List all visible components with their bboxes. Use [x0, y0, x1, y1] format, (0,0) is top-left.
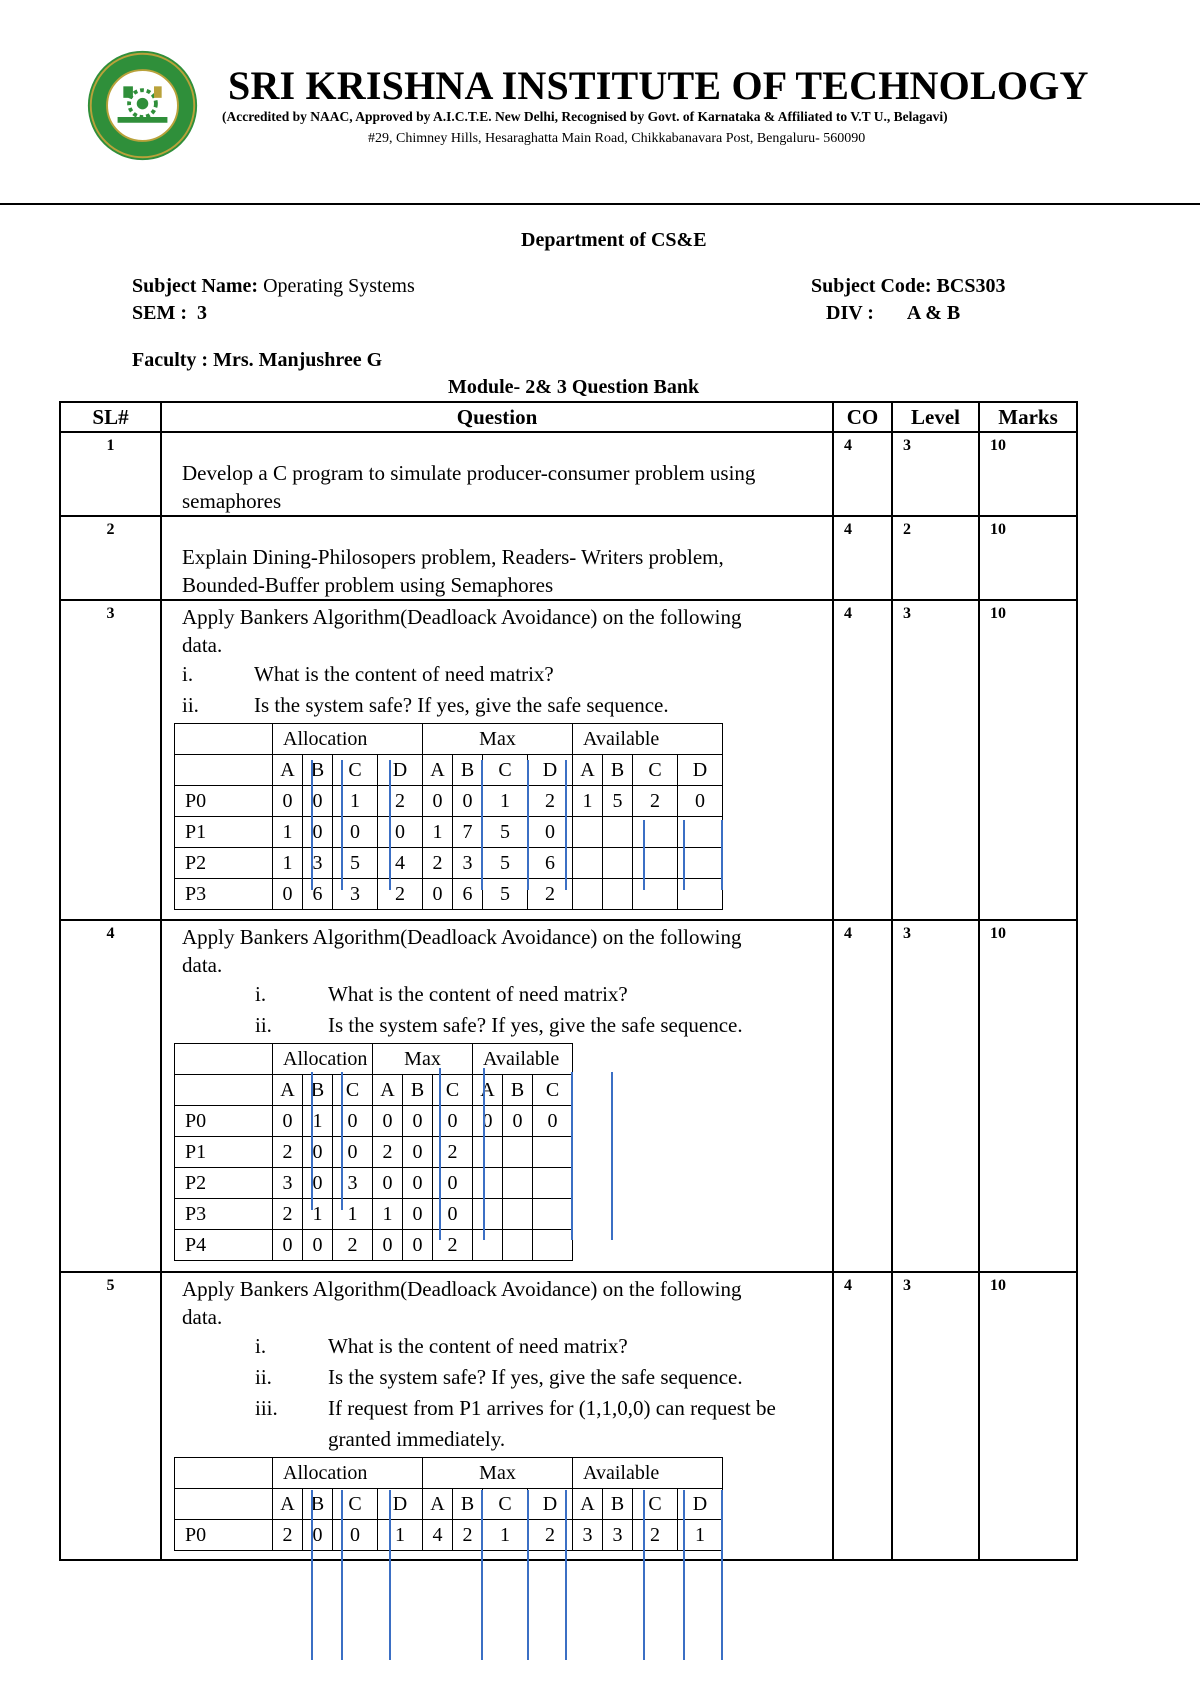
max-value: 2: [528, 1520, 573, 1551]
resource-header: B: [303, 755, 333, 786]
subject-code-label: Subject Code:: [811, 275, 932, 297]
question-marks: 10: [979, 600, 1077, 920]
avail-value: [473, 1137, 503, 1168]
alloc-value: 0: [273, 786, 303, 817]
question-sl: 5: [60, 1272, 161, 1560]
alloc-value: 4: [378, 848, 423, 879]
resource-header: C: [433, 1075, 473, 1106]
sub-question-text: What is the content of need matrix?: [254, 662, 554, 686]
resource-header: C: [633, 1489, 678, 1520]
bankers-data-table: [174, 723, 723, 910]
avail-value: [473, 1199, 503, 1230]
question-cell: [161, 1272, 833, 1560]
table-row: [60, 600, 1077, 920]
max-value: 1: [423, 817, 453, 848]
table-row: [60, 1272, 1077, 1560]
bankers-data-table: [174, 1043, 573, 1261]
max-value: 3: [453, 848, 483, 879]
process-row: [175, 1137, 573, 1168]
avail-value: 3: [573, 1520, 603, 1551]
alloc-value: 0: [273, 879, 303, 910]
max-value: 2: [423, 848, 453, 879]
question-cell: [161, 920, 833, 1272]
resource-header: B: [303, 1489, 333, 1520]
avail-value: 2: [633, 1520, 678, 1551]
process-id: P3: [175, 879, 273, 910]
question-marks: 10: [979, 516, 1077, 600]
max-value: 0: [433, 1106, 473, 1137]
avail-value: 1: [678, 1520, 723, 1551]
subject-name-label: Subject Name:: [132, 275, 259, 297]
inner-group-header-row: [175, 1044, 573, 1075]
col-header-co: CO: [833, 402, 892, 432]
max-value: 2: [528, 786, 573, 817]
resource-header: D: [528, 755, 573, 786]
question-intro: Apply Bankers Algorithm(Deadloack Avoidance) on the following data.: [182, 1277, 742, 1329]
avail-value: 0: [533, 1106, 573, 1137]
sub-question-text: Is the system safe? If yes, give the safe sequence.: [254, 693, 669, 717]
institute-logo: [85, 48, 200, 163]
question-text: Explain Dining-Philosopers problem, Readers- Writers problem, Bounded-Buffer problem using Semaphores: [182, 545, 724, 597]
avail-value: [473, 1168, 503, 1199]
resource-header: D: [378, 1489, 423, 1520]
sub-question: [182, 1010, 832, 1041]
col-header-sl: SL#: [60, 402, 161, 432]
process-id: P1: [175, 1137, 273, 1168]
group-header: Max: [423, 1458, 573, 1489]
resource-header: A: [573, 755, 603, 786]
question-co: 4: [833, 516, 892, 600]
accreditation-line: (Accredited by NAAC, Approved by A.I.C.T.E. New Delhi, Recognised by Govt. of Karnataka & Affiliated to V.T U., Belagavi): [222, 109, 948, 124]
group-header: Max: [423, 724, 573, 755]
sub-question: [182, 690, 832, 721]
avail-value: [533, 1230, 573, 1261]
max-value: 6: [453, 879, 483, 910]
resource-header: D: [678, 755, 723, 786]
avail-value: [503, 1168, 533, 1199]
resource-header: B: [453, 1489, 483, 1520]
max-value: 2: [453, 1520, 483, 1551]
inner-resource-header-row: [175, 1075, 573, 1106]
sub-question: [182, 979, 832, 1010]
max-value: 0: [403, 1199, 433, 1230]
resource-header: B: [303, 1075, 333, 1106]
question-marks: 10: [979, 920, 1077, 1272]
alloc-value: 5: [333, 848, 378, 879]
group-header: Allocation: [273, 1044, 373, 1075]
resource-header: C: [483, 1489, 528, 1520]
question-bank-title: Module- 2& 3 Question Bank: [448, 376, 700, 398]
sub-question: [182, 1393, 832, 1455]
process-row: [175, 817, 723, 848]
avail-value: 1: [573, 786, 603, 817]
div-value: A & B: [906, 302, 961, 324]
alloc-value: 0: [303, 786, 333, 817]
question-level: 2: [892, 516, 979, 600]
max-value: 5: [483, 879, 528, 910]
max-value: 2: [433, 1230, 473, 1261]
sub-question-number: ii.: [182, 693, 199, 717]
sem-value: 3: [197, 302, 207, 324]
sub-question-number: i.: [182, 662, 194, 686]
group-header: Available: [473, 1044, 573, 1075]
alloc-value: 0: [273, 1106, 303, 1137]
max-value: 0: [433, 1168, 473, 1199]
avail-value: [503, 1230, 533, 1261]
sem-label: SEM :: [132, 302, 187, 324]
question-level: 3: [892, 920, 979, 1272]
alloc-value: 2: [273, 1520, 303, 1551]
max-value: 2: [528, 879, 573, 910]
question-co: 4: [833, 920, 892, 1272]
col-header-level: Level: [892, 402, 979, 432]
avail-value: [678, 848, 723, 879]
sub-question-number: i.: [255, 1334, 267, 1358]
alloc-value: 3: [273, 1168, 303, 1199]
question-level: 3: [892, 1272, 979, 1560]
question-co: 4: [833, 600, 892, 920]
sub-question-text: If request from P1 arrives for (1,1,0,0) can request be granted immediately.: [328, 1396, 776, 1451]
group-header: Max: [373, 1044, 473, 1075]
alloc-value: 1: [333, 786, 378, 817]
sub-question-number: iii.: [255, 1396, 278, 1420]
resource-header: C: [333, 755, 378, 786]
group-header: Allocation: [273, 724, 423, 755]
avail-value: [533, 1137, 573, 1168]
max-value: 1: [373, 1199, 403, 1230]
resource-header: A: [423, 755, 453, 786]
question-sl: 3: [60, 600, 161, 920]
inner-group-header-row: [175, 1458, 723, 1489]
alloc-value: 0: [333, 817, 378, 848]
col-header-marks: Marks: [979, 402, 1077, 432]
institute-name: SRI KRISHNA INSTITUTE OF TECHNOLOGY: [228, 63, 1089, 108]
question-cell: [161, 600, 833, 920]
question-intro: Apply Bankers Algorithm(Deadloack Avoidance) on the following data.: [182, 925, 742, 977]
faculty-line: [132, 349, 382, 372]
resource-header: B: [403, 1075, 433, 1106]
table-row: [60, 516, 1077, 600]
avail-value: [678, 879, 723, 910]
subject-name-line: [132, 275, 415, 298]
question-marks: 10: [979, 1272, 1077, 1560]
resource-header: A: [423, 1489, 453, 1520]
table-row: [60, 920, 1077, 1272]
question-co: 4: [833, 432, 892, 516]
resource-header: C: [483, 755, 528, 786]
question-level: 3: [892, 600, 979, 920]
max-value: 0: [453, 786, 483, 817]
header-divider: [0, 203, 1200, 205]
process-id: P3: [175, 1199, 273, 1230]
sub-question-number: ii.: [255, 1013, 272, 1037]
sem-line: [132, 302, 207, 325]
alloc-value: 6: [303, 879, 333, 910]
resource-header: A: [273, 1489, 303, 1520]
resource-header: A: [473, 1075, 503, 1106]
process-row: [175, 1520, 723, 1551]
alloc-value: 1: [273, 817, 303, 848]
process-row: [175, 848, 723, 879]
process-row: [175, 1199, 573, 1230]
group-header: Allocation: [273, 1458, 423, 1489]
max-value: 0: [373, 1106, 403, 1137]
max-value: 7: [453, 817, 483, 848]
avail-value: [533, 1168, 573, 1199]
process-id: P4: [175, 1230, 273, 1261]
question-sl: 2: [60, 516, 161, 600]
subject-code: BCS303: [936, 275, 1006, 297]
alloc-value: 1: [273, 848, 303, 879]
resource-header: B: [453, 755, 483, 786]
group-header: Available: [573, 1458, 723, 1489]
resource-header: D: [378, 755, 423, 786]
process-row: [175, 1230, 573, 1261]
process-row: [175, 786, 723, 817]
inner-group-header-row: [175, 724, 723, 755]
bankers-data-table: [174, 1457, 723, 1551]
avail-value: [603, 848, 633, 879]
max-value: 0: [423, 879, 453, 910]
question-sl: 1: [60, 432, 161, 516]
resource-header: C: [533, 1075, 573, 1106]
question-sl: 4: [60, 920, 161, 1272]
resource-header: A: [273, 1075, 303, 1106]
max-value: 2: [373, 1137, 403, 1168]
process-id: P2: [175, 1168, 273, 1199]
avail-value: [678, 817, 723, 848]
question-co: 4: [833, 1272, 892, 1560]
faculty-name: Mrs. Manjushree G: [213, 349, 383, 371]
avail-value: 0: [678, 786, 723, 817]
max-value: 1: [483, 786, 528, 817]
alloc-value: 2: [333, 1230, 373, 1261]
div-line: [826, 302, 960, 325]
max-value: 0: [423, 786, 453, 817]
inner-corner-cell: [175, 1044, 273, 1075]
alloc-value: 2: [273, 1137, 303, 1168]
avail-value: [573, 879, 603, 910]
alloc-value: 0: [303, 817, 333, 848]
inner-corner-cell: [175, 755, 273, 786]
process-id: P2: [175, 848, 273, 879]
subject-code-line: [811, 275, 1005, 298]
avail-value: [473, 1230, 503, 1261]
subject-name: Operating Systems: [263, 275, 415, 297]
max-value: 0: [403, 1168, 433, 1199]
question-level: 3: [892, 432, 979, 516]
resource-header: B: [603, 755, 633, 786]
alloc-value: 3: [303, 848, 333, 879]
avail-value: [633, 879, 678, 910]
question-bank-table: [59, 401, 1078, 1561]
table-header-row: [60, 402, 1077, 432]
max-value: 0: [373, 1168, 403, 1199]
alloc-value: 2: [378, 879, 423, 910]
resource-header: D: [528, 1489, 573, 1520]
resource-header: A: [273, 755, 303, 786]
inner-corner-cell: [175, 1458, 273, 1489]
alloc-value: 3: [333, 1168, 373, 1199]
sub-question: [182, 1362, 832, 1393]
max-value: 6: [528, 848, 573, 879]
avail-value: [603, 879, 633, 910]
avail-value: 2: [633, 786, 678, 817]
col-header-question: Question: [161, 402, 833, 432]
faculty-label: Faculty :: [132, 349, 209, 371]
alloc-value: 1: [378, 1520, 423, 1551]
max-value: 0: [403, 1230, 433, 1261]
institute-address: #29, Chimney Hills, Hesaraghatta Main Road, Chikkabanavara Post, Bengaluru- 560090: [368, 131, 866, 146]
max-value: 5: [483, 817, 528, 848]
alloc-value: 0: [303, 1137, 333, 1168]
resource-header: A: [373, 1075, 403, 1106]
div-label: DIV :: [826, 302, 874, 324]
alloc-value: 0: [273, 1230, 303, 1261]
max-value: 1: [483, 1520, 528, 1551]
alloc-value: 2: [273, 1199, 303, 1230]
avail-value: 3: [603, 1520, 633, 1551]
avail-value: 0: [473, 1106, 503, 1137]
group-header: Available: [573, 724, 723, 755]
avail-value: [633, 817, 678, 848]
inner-corner-cell: [175, 1489, 273, 1520]
avail-value: [573, 817, 603, 848]
question-cell: [161, 432, 833, 516]
max-value: 0: [528, 817, 573, 848]
avail-value: [533, 1199, 573, 1230]
resource-header: C: [333, 1075, 373, 1106]
resource-header: C: [333, 1489, 378, 1520]
resource-header: A: [573, 1489, 603, 1520]
alloc-value: 0: [303, 1168, 333, 1199]
alloc-value: 1: [303, 1199, 333, 1230]
avail-value: [503, 1137, 533, 1168]
sub-question-number: ii.: [255, 1365, 272, 1389]
max-value: 4: [423, 1520, 453, 1551]
resource-header: C: [633, 755, 678, 786]
max-value: 0: [403, 1106, 433, 1137]
avail-value: [603, 817, 633, 848]
process-row: [175, 1106, 573, 1137]
question-marks: 10: [979, 432, 1077, 516]
max-value: 0: [373, 1230, 403, 1261]
sub-question-text: Is the system safe? If yes, give the safe sequence.: [328, 1365, 743, 1389]
sub-question-text: What is the content of need matrix?: [328, 982, 628, 1006]
table-row: [60, 432, 1077, 516]
alloc-value: 0: [303, 1520, 333, 1551]
department-title: Department of CS&E: [521, 229, 707, 251]
question-cell: [161, 516, 833, 600]
process-id: P0: [175, 1520, 273, 1551]
avail-value: 5: [603, 786, 633, 817]
question-intro: Apply Bankers Algorithm(Deadloack Avoidance) on the following data.: [182, 605, 742, 657]
alloc-value: 0: [333, 1106, 373, 1137]
max-value: 0: [403, 1137, 433, 1168]
alloc-value: 0: [303, 1230, 333, 1261]
process-row: [175, 1168, 573, 1199]
alloc-value: 2: [378, 786, 423, 817]
inner-corner-cell: [175, 1075, 273, 1106]
alloc-value: 3: [333, 879, 378, 910]
resource-header: B: [603, 1489, 633, 1520]
process-id: P0: [175, 786, 273, 817]
inner-corner-cell: [175, 724, 273, 755]
avail-value: [503, 1199, 533, 1230]
process-id: P0: [175, 1106, 273, 1137]
alloc-value: 0: [333, 1137, 373, 1168]
avail-value: [573, 848, 603, 879]
resource-header: B: [503, 1075, 533, 1106]
sub-question-number: i.: [255, 982, 267, 1006]
avail-value: 0: [503, 1106, 533, 1137]
max-value: 2: [433, 1137, 473, 1168]
max-value: 5: [483, 848, 528, 879]
avail-value: [633, 848, 678, 879]
alloc-value: 1: [303, 1106, 333, 1137]
alloc-value: 0: [378, 817, 423, 848]
alloc-value: 1: [333, 1199, 373, 1230]
inner-resource-header-row: [175, 755, 723, 786]
inner-resource-header-row: [175, 1489, 723, 1520]
sub-question: [182, 659, 832, 690]
alloc-value: 0: [333, 1520, 378, 1551]
process-row: [175, 879, 723, 910]
question-text: Develop a C program to simulate producer-consumer problem using semaphores: [182, 461, 756, 513]
max-value: 0: [433, 1199, 473, 1230]
sub-question: [182, 1331, 832, 1362]
resource-header: D: [678, 1489, 723, 1520]
sub-question-text: What is the content of need matrix?: [328, 1334, 628, 1358]
sub-question-text: Is the system safe? If yes, give the safe sequence.: [328, 1013, 743, 1037]
process-id: P1: [175, 817, 273, 848]
